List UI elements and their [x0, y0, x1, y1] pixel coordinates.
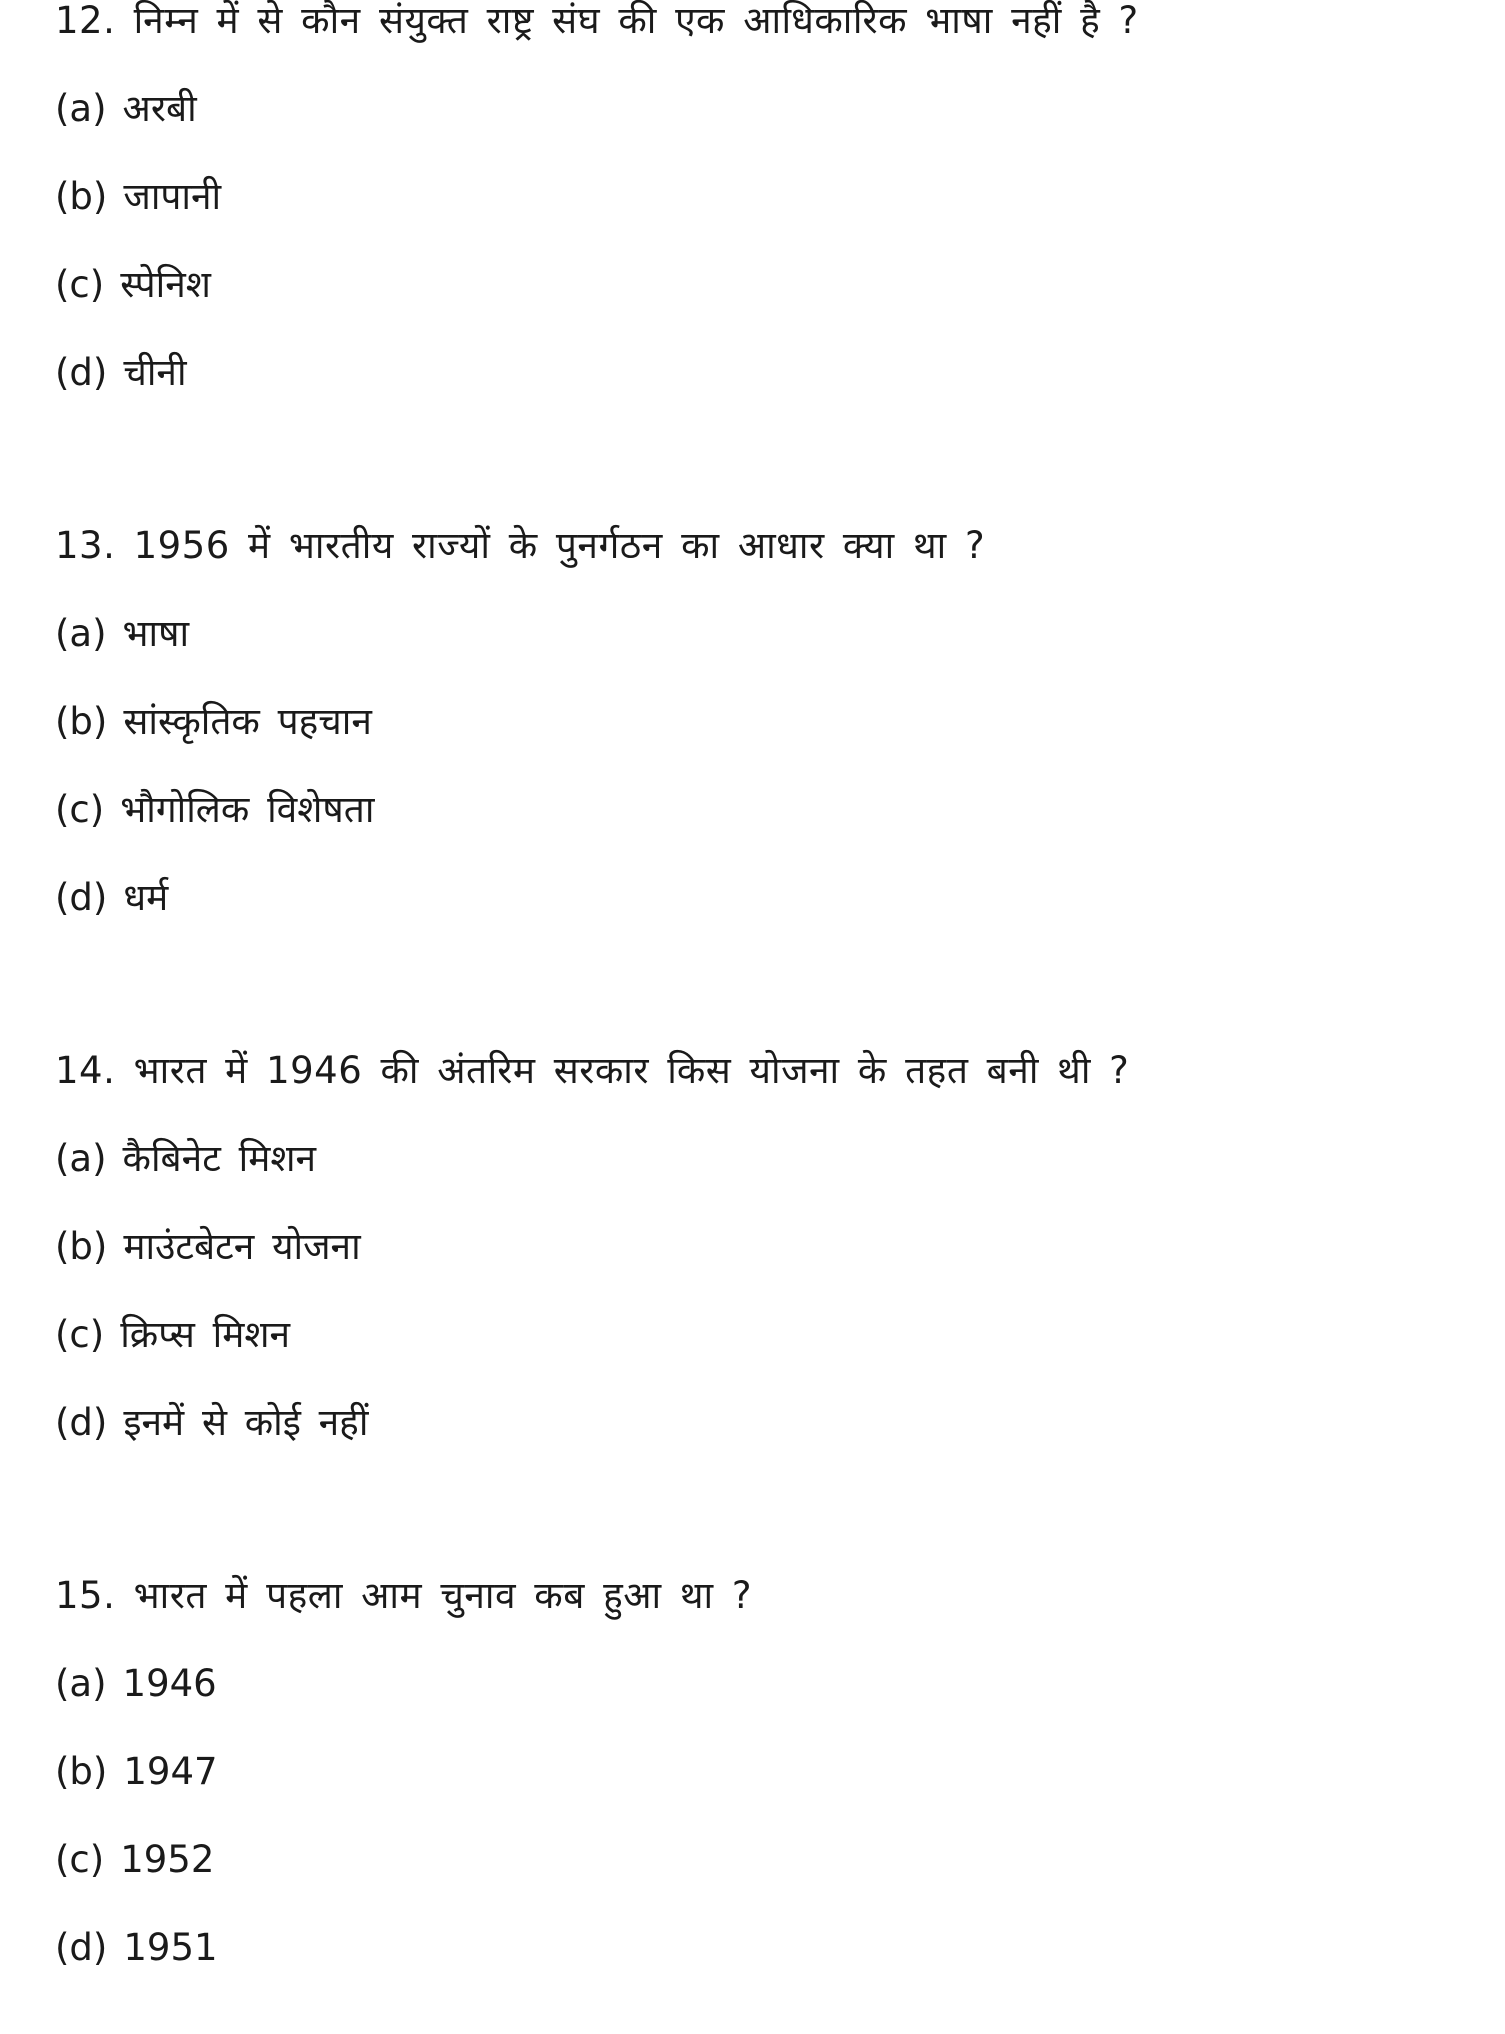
question-text: 12. निम्न में से कौन संयुक्त राष्ट्र संघ की एक आधिकारिक भाषा नहीं है ?	[55, 0, 1139, 42]
option-b	[55, 699, 1475, 745]
option-text: माउंटबेटन योजना	[123, 1225, 361, 1268]
option-list	[55, 1661, 1475, 1971]
question-13	[55, 523, 1475, 921]
option-label: (c)	[55, 788, 105, 831]
option-d	[55, 1400, 1475, 1446]
option-a	[55, 86, 1475, 132]
option-text: 1952	[120, 1838, 215, 1881]
option-text: 1946	[122, 1662, 217, 1705]
question-text: 14. भारत में 1946 की अंतरिम सरकार किस योजना के तहत बनी थी ?	[55, 1049, 1130, 1092]
option-a	[55, 611, 1475, 657]
option-text: सांस्कृतिक पहचान	[123, 700, 372, 743]
option-text: कैबिनेट मिशन	[122, 1137, 317, 1180]
option-text: स्पेनिश	[120, 263, 211, 306]
question-text: 15. भारत में पहला आम चुनाव कब हुआ था ?	[55, 1574, 752, 1617]
option-d	[55, 350, 1475, 396]
option-label: (c)	[55, 1838, 105, 1881]
option-text: अरबी	[122, 87, 197, 130]
option-c	[55, 1312, 1475, 1358]
option-text: 1951	[123, 1926, 218, 1969]
option-list	[55, 1136, 1475, 1446]
option-text: चीनी	[123, 351, 187, 394]
option-list	[55, 86, 1475, 396]
option-label: (a)	[55, 87, 107, 130]
question-text: 13. 1956 में भारतीय राज्यों के पुनर्गठन का आधार क्या था ?	[55, 524, 986, 567]
option-label: (d)	[55, 1926, 108, 1969]
option-label: (a)	[55, 1137, 107, 1180]
option-label: (d)	[55, 876, 108, 919]
option-label: (a)	[55, 612, 107, 655]
question-14	[55, 1048, 1475, 1446]
question-12	[55, 0, 1475, 396]
option-label: (d)	[55, 351, 108, 394]
option-c	[55, 787, 1475, 833]
option-label: (b)	[55, 175, 108, 218]
option-label: (b)	[55, 1225, 108, 1268]
option-text: क्रिप्स मिशन	[120, 1313, 291, 1356]
option-d	[55, 1925, 1475, 1971]
option-d	[55, 875, 1475, 921]
option-text: 1947	[123, 1750, 218, 1793]
option-b	[55, 1749, 1475, 1795]
option-text: धर्म	[123, 876, 169, 919]
option-a	[55, 1661, 1475, 1707]
option-b	[55, 1224, 1475, 1270]
option-text: भौगोलिक विशेषता	[120, 788, 375, 831]
option-text: जापानी	[123, 175, 222, 218]
option-a	[55, 1136, 1475, 1182]
option-b	[55, 174, 1475, 220]
question-15	[55, 1573, 1475, 1971]
option-label: (a)	[55, 1662, 107, 1705]
option-list	[55, 611, 1475, 921]
option-c	[55, 262, 1475, 308]
option-label: (b)	[55, 1750, 108, 1793]
option-label: (c)	[55, 1313, 105, 1356]
option-c	[55, 1837, 1475, 1883]
option-label: (d)	[55, 1401, 108, 1444]
option-text: भाषा	[122, 612, 190, 655]
option-text: इनमें से कोई नहीं	[123, 1401, 369, 1444]
option-label: (b)	[55, 700, 108, 743]
option-label: (c)	[55, 263, 105, 306]
